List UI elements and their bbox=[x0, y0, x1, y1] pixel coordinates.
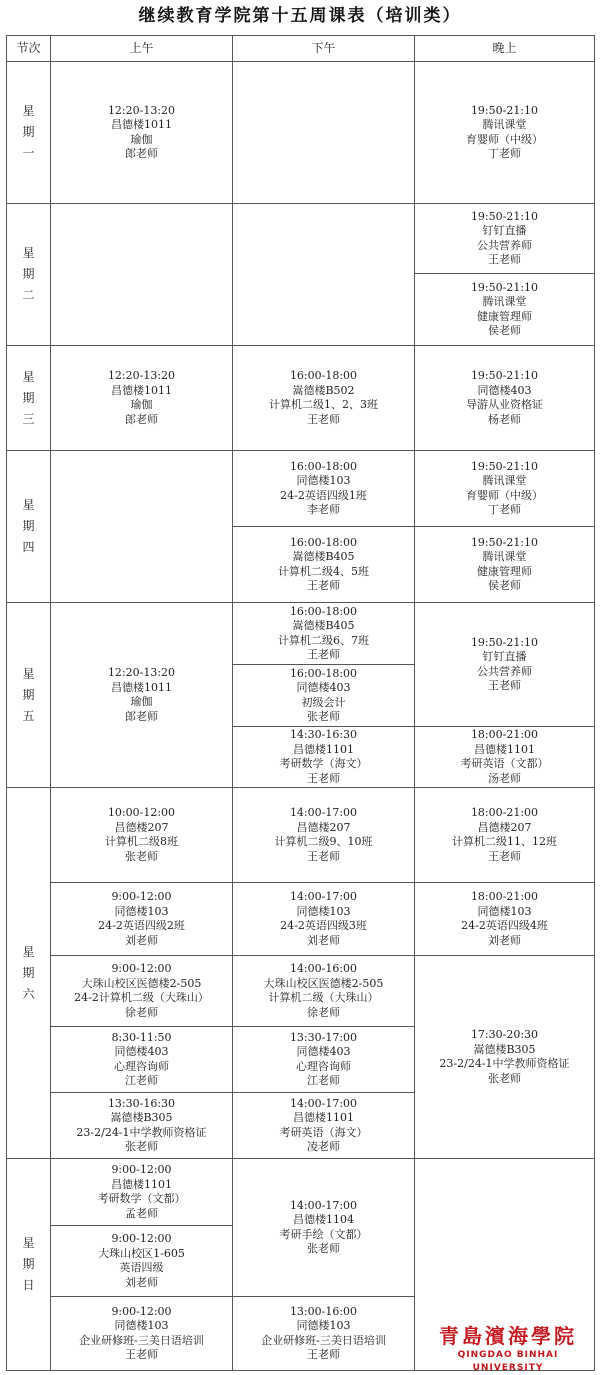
course-cell bbox=[414, 526, 595, 603]
course-teacher: 郎老师 bbox=[125, 709, 158, 723]
course-teacher: 侯老师 bbox=[488, 579, 521, 592]
logo-english-name: QINGDAO BINHAI UNIVERSITY bbox=[457, 1350, 559, 1373]
course-location: 同德楼103 bbox=[296, 474, 351, 487]
course-time: 13:30-17:00 bbox=[289, 1030, 358, 1044]
course-name: 初级会计 bbox=[301, 695, 346, 709]
course-name: 公共营养师 bbox=[477, 238, 532, 252]
course-time: 16:00-18:00 bbox=[289, 369, 358, 382]
course-name: 计算机二级（大珠山） bbox=[268, 991, 379, 1004]
course-name: 计算机二级1、2、3班 bbox=[269, 398, 378, 411]
course-time: 16:00-18:00 bbox=[289, 459, 358, 473]
course-location: 昌德楼1104 bbox=[293, 1213, 354, 1226]
course-teacher: 王老师 bbox=[307, 1348, 340, 1361]
course-location: 同德楼403 bbox=[296, 681, 351, 694]
course-location: 昌德楼207 bbox=[114, 820, 169, 834]
course-time: 9:00-12:00 bbox=[111, 890, 172, 903]
course-location: 腾讯课堂 bbox=[482, 474, 527, 487]
course-cell bbox=[50, 1158, 233, 1226]
course-time: 8:30-11:50 bbox=[111, 1030, 172, 1044]
course-cell bbox=[232, 664, 415, 727]
course-name: 24-2计算机二级（大珠山） bbox=[74, 991, 209, 1004]
course-teacher: 王老师 bbox=[488, 253, 521, 266]
course-cell bbox=[50, 1092, 233, 1159]
course-teacher: 王老师 bbox=[307, 849, 340, 863]
course-name: 24-2英语四级2班 bbox=[98, 919, 185, 932]
university-logo bbox=[422, 1323, 594, 1373]
empty-cell bbox=[50, 450, 233, 603]
course-location: 嵩德楼B305 bbox=[110, 1111, 173, 1124]
page-title: 继续教育学院第十五周课表（培训类） bbox=[138, 6, 462, 26]
course-location: 昌德楼1011 bbox=[111, 680, 172, 694]
course-name: 健康管理师 bbox=[477, 564, 532, 578]
course-cell bbox=[50, 1296, 233, 1371]
course-cell bbox=[232, 602, 415, 665]
course-location: 昌德楼1011 bbox=[111, 383, 172, 397]
course-teacher: 江老师 bbox=[125, 1074, 158, 1087]
column-header: 节次 bbox=[6, 35, 51, 62]
course-location: 钉钉直播 bbox=[482, 650, 527, 663]
course-cell bbox=[50, 602, 233, 788]
course-teacher: 汤老师 bbox=[488, 771, 521, 785]
course-name: 心理咨询师 bbox=[296, 1059, 351, 1073]
course-name: 心理咨询师 bbox=[114, 1059, 169, 1073]
course-teacher: 王老师 bbox=[488, 849, 521, 863]
course-time: 12:20-13:20 bbox=[107, 369, 176, 382]
course-cell bbox=[232, 726, 415, 788]
course-location: 昌德楼1101 bbox=[111, 1177, 172, 1191]
course-location: 钉钉直播 bbox=[482, 224, 527, 237]
course-cell bbox=[414, 882, 595, 956]
course-cell bbox=[50, 345, 233, 451]
day-label-mon: 星 期 一 bbox=[6, 61, 51, 204]
course-location: 嵩德楼B405 bbox=[292, 619, 355, 632]
course-time: 13:00-16:00 bbox=[289, 1304, 358, 1318]
course-time: 14:00-17:00 bbox=[289, 1198, 358, 1212]
empty-cell bbox=[232, 61, 415, 204]
course-cell bbox=[232, 955, 415, 1027]
day-label-sat: 星 期 六 bbox=[6, 787, 51, 1159]
course-cell bbox=[50, 1225, 233, 1297]
course-location: 昌德楼207 bbox=[296, 820, 351, 834]
course-cell bbox=[414, 345, 595, 451]
course-teacher: 刘老师 bbox=[125, 1275, 158, 1289]
course-teacher: 王老师 bbox=[307, 648, 340, 661]
course-time: 12:20-13:20 bbox=[107, 103, 176, 117]
course-location: 昌德楼1101 bbox=[293, 742, 354, 756]
course-location: 昌德楼207 bbox=[477, 820, 532, 834]
course-cell bbox=[232, 345, 415, 451]
course-location: 嵩德楼B405 bbox=[292, 550, 355, 563]
course-time: 9:00-12:00 bbox=[111, 1304, 172, 1318]
course-location: 同德楼103 bbox=[296, 904, 351, 918]
course-cell bbox=[414, 787, 595, 883]
course-location: 嵩德楼B305 bbox=[473, 1042, 536, 1056]
logo-chinese-name: 青島濱海學院 bbox=[439, 1324, 577, 1348]
course-time: 19:50-21:10 bbox=[470, 280, 539, 294]
course-time: 9:00-12:00 bbox=[111, 1232, 172, 1245]
course-name: 考研英语（文都） bbox=[460, 757, 549, 770]
course-time: 14:00-17:00 bbox=[289, 1096, 358, 1110]
course-cell bbox=[414, 273, 595, 346]
course-name: 23-2/24-1中学教师资格证 bbox=[439, 1057, 570, 1070]
course-name: 企业研修班-三美日语培训 bbox=[261, 1333, 386, 1347]
course-name: 24-2英语四级3班 bbox=[280, 919, 367, 932]
course-teacher: 杨老师 bbox=[488, 412, 521, 426]
course-location: 嵩德楼B502 bbox=[292, 383, 355, 397]
course-teacher: 张老师 bbox=[125, 849, 158, 863]
course-name: 计算机二级11、12班 bbox=[452, 835, 557, 848]
course-teacher: 江老师 bbox=[307, 1074, 340, 1087]
course-location: 同德楼103 bbox=[296, 1319, 351, 1332]
course-name: 健康管理师 bbox=[477, 309, 532, 323]
course-cell bbox=[50, 955, 233, 1027]
course-name: 瑜伽 bbox=[130, 398, 153, 411]
course-location: 腾讯课堂 bbox=[482, 295, 527, 308]
course-name: 考研手绘（文都） bbox=[279, 1227, 368, 1241]
course-time: 9:00-12:00 bbox=[111, 962, 172, 975]
course-time: 19:50-21:10 bbox=[470, 459, 539, 473]
course-teacher: 张老师 bbox=[307, 1242, 340, 1255]
course-teacher: 丁老师 bbox=[488, 147, 521, 160]
course-teacher: 刘老师 bbox=[488, 933, 521, 947]
course-cell bbox=[232, 787, 415, 883]
course-time: 14:00-16:00 bbox=[289, 962, 358, 975]
course-time: 19:50-21:10 bbox=[470, 635, 539, 649]
course-time: 19:50-21:10 bbox=[470, 209, 539, 223]
course-time: 16:00-18:00 bbox=[289, 666, 358, 680]
course-cell bbox=[232, 882, 415, 956]
course-time: 10:00-12:00 bbox=[107, 806, 176, 819]
course-location: 同德楼403 bbox=[114, 1045, 169, 1058]
course-cell bbox=[50, 882, 233, 956]
course-name: 计算机二级6、7班 bbox=[278, 633, 369, 647]
course-time: 12:20-13:20 bbox=[107, 666, 176, 679]
course-teacher: 王老师 bbox=[488, 679, 521, 692]
course-time: 18:00-21:00 bbox=[470, 890, 539, 903]
course-cell bbox=[232, 1092, 415, 1159]
course-teacher: 孟老师 bbox=[125, 1206, 158, 1220]
empty-cell bbox=[50, 203, 233, 346]
course-name: 育婴师（中级） bbox=[466, 488, 543, 502]
course-name: 考研数学（文都） bbox=[97, 1192, 186, 1205]
course-time: 16:00-18:00 bbox=[289, 535, 358, 549]
course-cell bbox=[414, 450, 595, 527]
course-name: 育婴师（中级） bbox=[466, 132, 543, 146]
course-teacher: 侯老师 bbox=[488, 324, 521, 337]
course-time: 13:30-16:30 bbox=[107, 1096, 176, 1110]
course-teacher: 郎老师 bbox=[125, 147, 158, 160]
course-cell bbox=[232, 1158, 415, 1297]
course-name: 公共营养师 bbox=[477, 664, 532, 678]
course-time: 18:00-21:00 bbox=[470, 806, 539, 819]
day-label-tue: 星 期 二 bbox=[6, 203, 51, 346]
course-teacher: 凌老师 bbox=[307, 1140, 340, 1153]
course-cell bbox=[232, 526, 415, 603]
course-time: 17:30-20:30 bbox=[470, 1028, 539, 1041]
course-time: 16:00-18:00 bbox=[289, 604, 358, 618]
course-cell bbox=[414, 203, 595, 274]
course-name: 计算机二级9、10班 bbox=[274, 835, 373, 848]
course-location: 同德楼103 bbox=[477, 904, 532, 918]
course-teacher: 张老师 bbox=[488, 1071, 521, 1085]
course-cell bbox=[50, 1026, 233, 1093]
course-cell bbox=[414, 602, 595, 727]
course-teacher: 王老师 bbox=[125, 1348, 158, 1361]
day-label-sun: 星 期 日 bbox=[6, 1158, 51, 1371]
day-label-wed: 星 期 三 bbox=[6, 345, 51, 451]
course-teacher: 丁老师 bbox=[488, 503, 521, 516]
course-teacher: 刘老师 bbox=[307, 933, 340, 947]
day-label-thu: 星 期 四 bbox=[6, 450, 51, 603]
course-location: 大珠山校区医德楼2-505 bbox=[263, 976, 384, 990]
course-cell bbox=[50, 787, 233, 883]
course-name: 考研英语（海文） bbox=[279, 1125, 368, 1139]
course-teacher: 张老师 bbox=[307, 710, 340, 723]
course-location: 同德楼103 bbox=[114, 904, 169, 918]
course-name: 23-2/24-1中学教师资格证 bbox=[76, 1125, 207, 1139]
course-time: 19:50-21:10 bbox=[470, 369, 539, 382]
course-name: 企业研修班-三美日语培训 bbox=[79, 1333, 204, 1347]
course-name: 瑜伽 bbox=[130, 132, 153, 146]
course-teacher: 徐老师 bbox=[125, 1005, 158, 1019]
empty-cell bbox=[232, 203, 415, 346]
course-cell bbox=[50, 61, 233, 204]
course-cell bbox=[232, 450, 415, 527]
course-cell bbox=[232, 1026, 415, 1093]
course-name: 英语四级 bbox=[119, 1261, 164, 1274]
course-teacher: 李老师 bbox=[307, 503, 340, 516]
course-cell bbox=[232, 1296, 415, 1371]
course-teacher: 刘老师 bbox=[125, 933, 158, 947]
course-location: 昌德楼1101 bbox=[474, 742, 535, 756]
course-location: 大珠山校区医德楼2-505 bbox=[81, 976, 202, 990]
course-cell bbox=[414, 61, 595, 204]
course-name: 导游从业资格证 bbox=[466, 398, 543, 411]
course-cell bbox=[414, 955, 595, 1159]
day-label-fri: 星 期 五 bbox=[6, 602, 51, 788]
course-location: 同德楼403 bbox=[296, 1045, 351, 1058]
course-time: 14:00-17:00 bbox=[289, 806, 358, 819]
course-location: 同德楼103 bbox=[114, 1319, 169, 1332]
course-time: 14:30-16:30 bbox=[289, 728, 358, 741]
course-name: 计算机二级4、5班 bbox=[278, 564, 369, 578]
course-location: 昌德楼1011 bbox=[111, 118, 172, 131]
course-teacher: 王老师 bbox=[307, 579, 340, 592]
course-time: 19:50-21:10 bbox=[470, 535, 539, 549]
course-location: 腾讯课堂 bbox=[482, 550, 527, 563]
course-name: 瑜伽 bbox=[130, 695, 153, 708]
course-time: 9:00-12:00 bbox=[111, 1163, 172, 1176]
column-header: 晚上 bbox=[414, 35, 595, 62]
course-cell bbox=[414, 726, 595, 788]
course-time: 14:00-17:00 bbox=[289, 890, 358, 903]
column-header: 下午 bbox=[232, 35, 415, 62]
course-name: 计算机二级8班 bbox=[105, 835, 178, 848]
course-teacher: 王老师 bbox=[307, 771, 340, 785]
course-teacher: 徐老师 bbox=[307, 1005, 340, 1019]
timetable bbox=[6, 35, 594, 1370]
course-teacher: 郎老师 bbox=[125, 412, 158, 426]
course-teacher: 张老师 bbox=[125, 1140, 158, 1153]
course-time: 19:50-21:10 bbox=[470, 103, 539, 117]
course-location: 同德楼403 bbox=[477, 383, 532, 397]
course-time: 18:00-21:00 bbox=[470, 728, 539, 741]
course-location: 腾讯课堂 bbox=[482, 118, 527, 131]
course-location: 昌德楼1101 bbox=[293, 1111, 354, 1124]
course-teacher: 王老师 bbox=[307, 412, 340, 426]
course-name: 24-2英语四级4班 bbox=[461, 919, 548, 932]
course-location: 大珠山校区1-605 bbox=[98, 1246, 185, 1260]
course-name: 考研数学（海文） bbox=[279, 757, 368, 770]
column-header: 上午 bbox=[50, 35, 233, 62]
course-name: 24-2英语四级1班 bbox=[280, 488, 367, 502]
